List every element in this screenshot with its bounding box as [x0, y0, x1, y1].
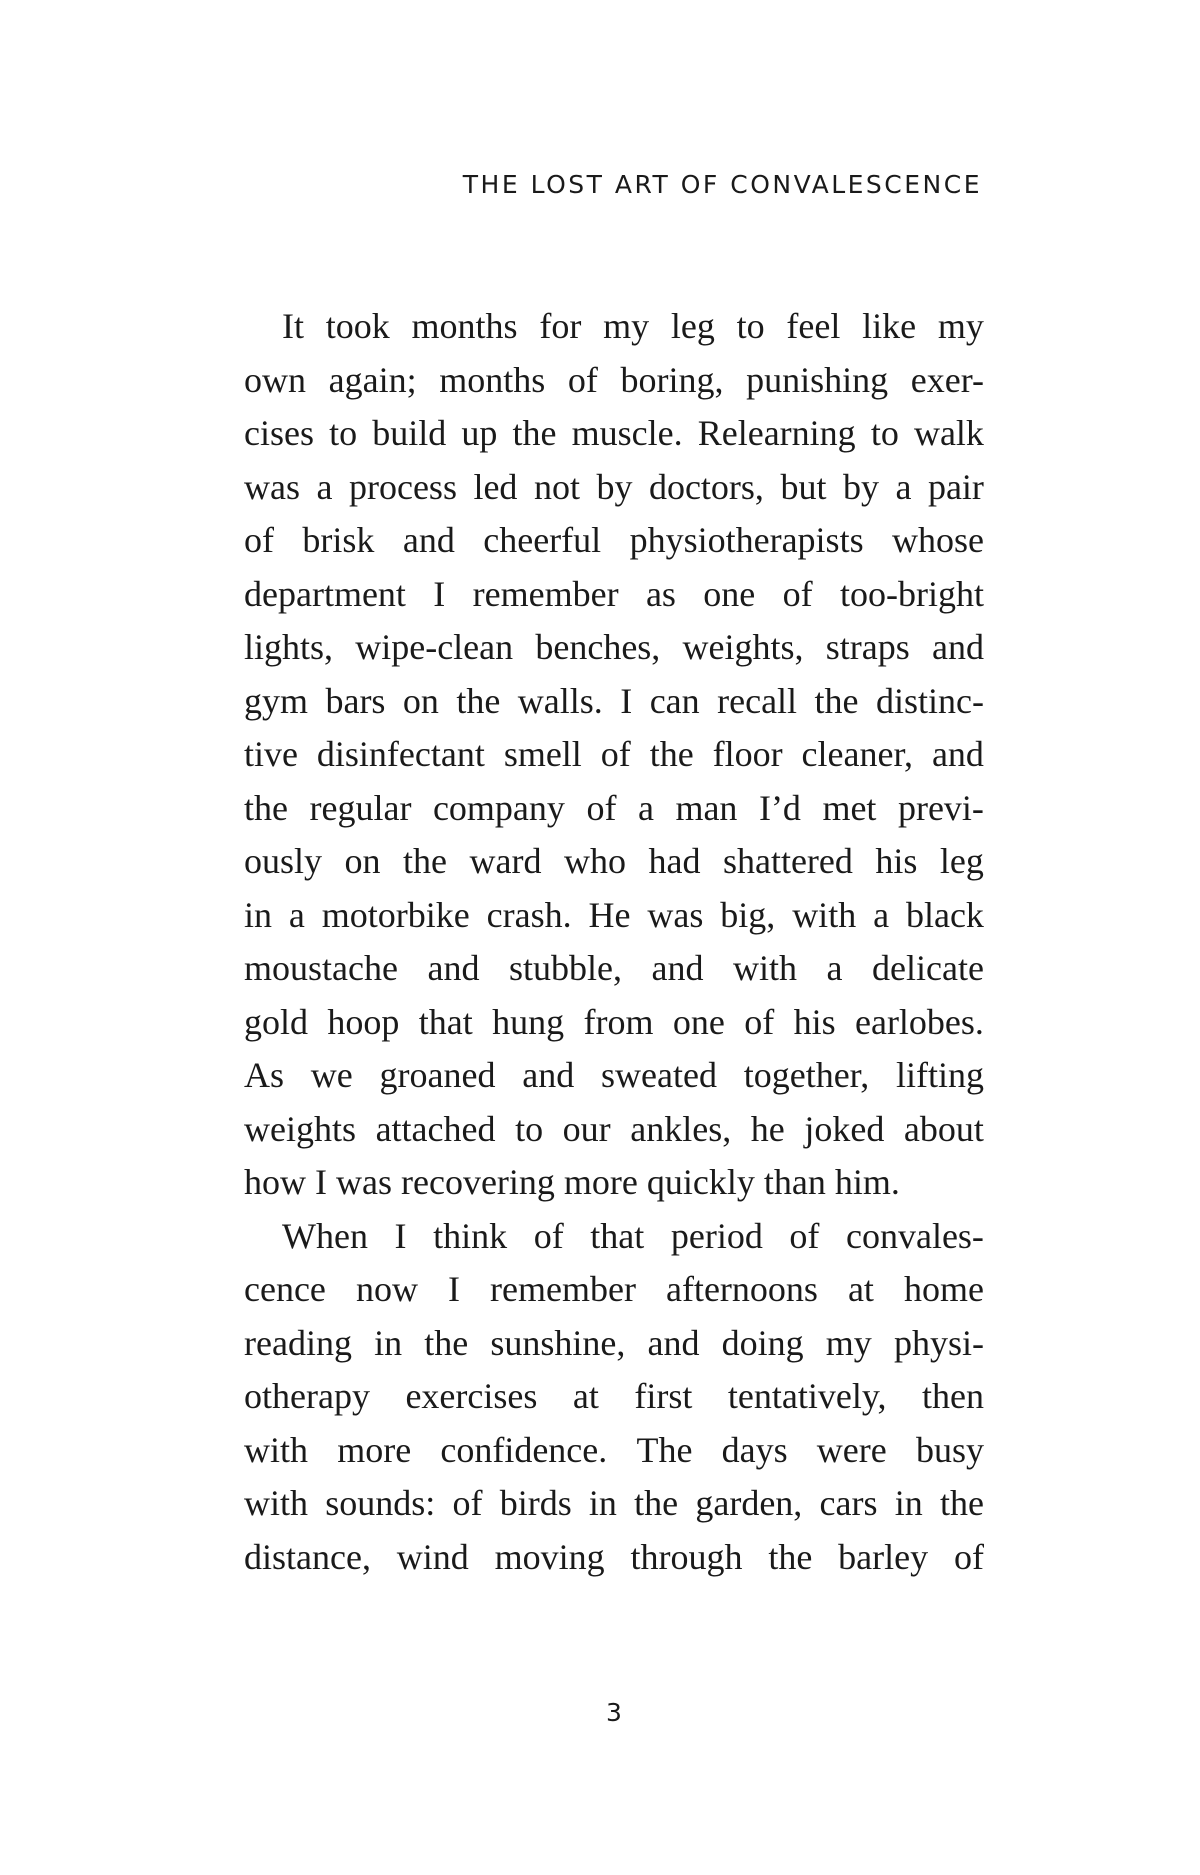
- word: attached: [375, 1108, 496, 1149]
- word: like: [862, 306, 917, 346]
- word: convales-: [845, 1215, 984, 1256]
- word: tentatively,: [727, 1376, 887, 1416]
- word: a: [873, 894, 890, 935]
- word: as: [645, 573, 676, 614]
- word: distinc-: [875, 680, 984, 721]
- word: It: [282, 306, 304, 346]
- word: with: [732, 948, 797, 988]
- word: was: [336, 1162, 392, 1202]
- word: through: [630, 1536, 743, 1577]
- word: months: [439, 359, 546, 400]
- word: earlobes.: [854, 1001, 984, 1042]
- word: pair: [927, 466, 984, 507]
- word: and: [647, 1322, 700, 1363]
- word: weights,: [682, 627, 804, 667]
- word: sunshine,: [490, 1322, 626, 1363]
- word: department: [244, 573, 406, 614]
- paragraph-1: [244, 300, 984, 1210]
- word: and: [427, 948, 480, 988]
- word: gold: [244, 1001, 309, 1042]
- word: recovering: [401, 1162, 555, 1202]
- word: and: [402, 520, 455, 560]
- word: that: [418, 1001, 473, 1042]
- word: at: [572, 1376, 599, 1416]
- word: lifting: [896, 1055, 984, 1095]
- word: of: [244, 520, 274, 560]
- word: I: [315, 1162, 327, 1202]
- word: When: [282, 1215, 368, 1256]
- word: garden,: [695, 1483, 803, 1523]
- word: recall: [717, 680, 798, 721]
- word: As: [244, 1055, 285, 1095]
- word: who: [563, 841, 626, 881]
- word: him.: [834, 1162, 900, 1202]
- word: the: [939, 1483, 984, 1523]
- text-line: [244, 461, 984, 515]
- paragraph-2: [244, 1210, 984, 1585]
- word: doing: [721, 1322, 804, 1363]
- word: for: [539, 306, 582, 346]
- word: a: [637, 787, 654, 828]
- word: cises: [244, 413, 314, 453]
- word: ously: [244, 841, 323, 881]
- word: but: [780, 466, 827, 507]
- word: about: [903, 1108, 984, 1149]
- word: Relearning: [697, 413, 856, 453]
- word: my: [937, 306, 984, 346]
- word: of: [600, 734, 631, 774]
- word: walk: [913, 413, 984, 453]
- word: ankles,: [630, 1108, 732, 1149]
- word: shattered: [722, 841, 853, 881]
- text-line: [244, 1049, 984, 1103]
- word: from: [583, 1001, 654, 1042]
- text-line: [244, 1156, 984, 1210]
- word: motorbike: [321, 894, 470, 935]
- word: had: [648, 841, 701, 881]
- word: and: [651, 948, 704, 988]
- word: days: [721, 1429, 788, 1470]
- word: walls.: [517, 680, 603, 721]
- word: the: [244, 787, 288, 828]
- word: remember: [490, 1269, 636, 1309]
- word: confidence.: [440, 1429, 608, 1470]
- word: I: [433, 573, 446, 614]
- word: of: [789, 1215, 820, 1256]
- word: remember: [472, 573, 619, 614]
- word: took: [325, 306, 390, 346]
- word: sweated: [601, 1055, 717, 1095]
- word: the: [403, 841, 447, 881]
- word: doctors,: [648, 466, 764, 507]
- word: months: [411, 306, 518, 346]
- word: of: [452, 1483, 483, 1523]
- word: He: [588, 894, 631, 935]
- text-line: [244, 782, 984, 836]
- word: with: [244, 1483, 309, 1523]
- word: with: [792, 894, 857, 935]
- word: one: [672, 1001, 725, 1042]
- word: black: [905, 894, 984, 935]
- text-line: [244, 1424, 984, 1478]
- running-head: THE LOST ART OF CONVALESCENCE: [462, 170, 982, 199]
- text-line: [244, 1103, 984, 1157]
- text-line: [244, 675, 984, 729]
- word: to: [329, 413, 358, 453]
- word: to: [870, 413, 899, 453]
- word: cleaner,: [801, 734, 913, 774]
- word: he: [750, 1108, 785, 1149]
- word: were: [816, 1429, 887, 1470]
- word: cars: [819, 1483, 878, 1523]
- word: brisk: [302, 520, 375, 560]
- word: of: [567, 359, 598, 400]
- text-line: [244, 728, 984, 782]
- text-line: [244, 1317, 984, 1371]
- word: and: [931, 734, 984, 774]
- word: the: [512, 413, 557, 453]
- text-line: [244, 354, 984, 408]
- word: punishing: [746, 359, 889, 400]
- word: in: [374, 1322, 403, 1363]
- word: ward: [469, 841, 542, 881]
- word: company: [432, 787, 565, 828]
- word: with: [244, 1429, 309, 1470]
- word: weights: [244, 1108, 356, 1149]
- word: one: [703, 573, 756, 614]
- word: again;: [328, 359, 417, 400]
- word: by: [596, 466, 633, 507]
- word: a: [826, 948, 843, 988]
- text-line: [244, 1477, 984, 1531]
- word: otherapy: [244, 1376, 370, 1416]
- word: the: [424, 1322, 469, 1363]
- word: delicate: [872, 948, 984, 988]
- word: the: [649, 734, 694, 774]
- word: the: [456, 680, 501, 721]
- word: on: [402, 680, 439, 721]
- word: of: [533, 1215, 564, 1256]
- word: crash.: [486, 894, 572, 935]
- word: led: [473, 466, 518, 507]
- word: met: [822, 787, 877, 828]
- word: on: [344, 841, 381, 881]
- word: our: [562, 1108, 611, 1149]
- word: I’d: [758, 787, 801, 828]
- word: wipe-clean: [355, 627, 514, 667]
- word: boring,: [620, 359, 724, 400]
- text-line: [244, 300, 984, 354]
- text-line: [244, 621, 984, 675]
- word: and: [522, 1055, 575, 1095]
- word: exer-: [910, 359, 984, 400]
- word: lights,: [244, 627, 334, 667]
- word: leg: [670, 306, 715, 346]
- word: to: [515, 1108, 544, 1149]
- word: by: [842, 466, 879, 507]
- word: home: [903, 1269, 984, 1309]
- word: cheerful: [483, 520, 602, 560]
- word: straps: [825, 627, 910, 667]
- word: together,: [743, 1055, 870, 1095]
- word: up: [461, 413, 498, 453]
- text-line: [244, 889, 984, 943]
- word: physi-: [893, 1322, 984, 1363]
- text-line: [244, 942, 984, 996]
- word: stubble,: [508, 948, 622, 988]
- word: exercises: [405, 1376, 538, 1416]
- text-line: [244, 1263, 984, 1317]
- word: hoop: [327, 1001, 400, 1042]
- word: the: [814, 680, 859, 721]
- word: too-bright: [840, 573, 984, 614]
- word: of: [782, 573, 813, 614]
- word: leg: [939, 841, 984, 881]
- word: barley: [838, 1536, 929, 1577]
- word: feel: [786, 306, 841, 346]
- word: was: [647, 894, 704, 935]
- word: and: [931, 627, 984, 667]
- word: birds: [499, 1483, 572, 1523]
- text-line: [244, 514, 984, 568]
- word: his: [875, 841, 918, 881]
- word: the: [634, 1483, 679, 1523]
- word: moustache: [244, 948, 398, 988]
- word: moving: [494, 1536, 605, 1577]
- word: disinfectant: [316, 734, 485, 774]
- word: tive: [244, 734, 298, 774]
- word: whose: [892, 520, 984, 560]
- word: my: [825, 1322, 872, 1363]
- word: cence: [244, 1269, 326, 1309]
- word: busy: [915, 1429, 984, 1470]
- word: in: [894, 1483, 923, 1523]
- word: a: [895, 466, 912, 507]
- word: of: [586, 787, 617, 828]
- text-line: [244, 835, 984, 889]
- text-line: [244, 1210, 984, 1264]
- word: bars: [325, 680, 386, 721]
- word: in: [244, 894, 273, 935]
- word: own: [244, 359, 306, 400]
- word: floor: [712, 734, 783, 774]
- word: The: [636, 1429, 693, 1470]
- word: more: [563, 1162, 638, 1202]
- word: sounds:: [325, 1483, 436, 1523]
- body-text: [244, 300, 984, 1584]
- word: gym: [244, 680, 309, 721]
- text-line: [244, 996, 984, 1050]
- word: can: [649, 680, 700, 721]
- word: was: [244, 466, 300, 507]
- word: reading: [244, 1322, 352, 1363]
- word: period: [670, 1215, 763, 1256]
- word: quickly: [646, 1162, 755, 1202]
- word: I: [620, 680, 633, 721]
- word: man: [675, 787, 738, 828]
- page-number: 3: [606, 1698, 622, 1727]
- word: smell: [503, 734, 582, 774]
- word: build: [372, 413, 447, 453]
- word: wind: [396, 1536, 469, 1577]
- word: groaned: [379, 1055, 496, 1095]
- word: my: [603, 306, 650, 346]
- word: think: [433, 1215, 508, 1256]
- word: more: [337, 1429, 412, 1470]
- word: now: [355, 1269, 418, 1309]
- word: joked: [804, 1108, 885, 1149]
- word: his: [793, 1001, 836, 1042]
- word: afternoons: [665, 1269, 818, 1309]
- word: I: [394, 1215, 407, 1256]
- word: hung: [492, 1001, 565, 1042]
- word: of: [953, 1536, 984, 1577]
- word: first: [634, 1376, 693, 1416]
- word: not: [533, 466, 580, 507]
- word: of: [744, 1001, 775, 1042]
- word: previ-: [897, 787, 984, 828]
- word: distance,: [244, 1536, 371, 1577]
- word: I: [447, 1269, 460, 1309]
- word: then: [921, 1376, 984, 1416]
- word: how: [244, 1162, 306, 1202]
- word: that: [590, 1215, 645, 1256]
- word: physiotherapists: [629, 520, 864, 560]
- word: a: [316, 466, 333, 507]
- word: a: [288, 894, 305, 935]
- text-line: [244, 1370, 984, 1424]
- text-line: [244, 568, 984, 622]
- word: the: [768, 1536, 813, 1577]
- word: we: [310, 1055, 353, 1095]
- word: at: [847, 1269, 874, 1309]
- text-line: [244, 1531, 984, 1585]
- word: big,: [720, 894, 776, 935]
- text-line: [244, 407, 984, 461]
- word: muscle.: [571, 413, 683, 453]
- word: process: [348, 466, 457, 507]
- word: benches,: [535, 627, 661, 667]
- word: regular: [309, 787, 412, 828]
- word: than: [763, 1162, 826, 1202]
- word: in: [588, 1483, 617, 1523]
- word: to: [736, 306, 765, 346]
